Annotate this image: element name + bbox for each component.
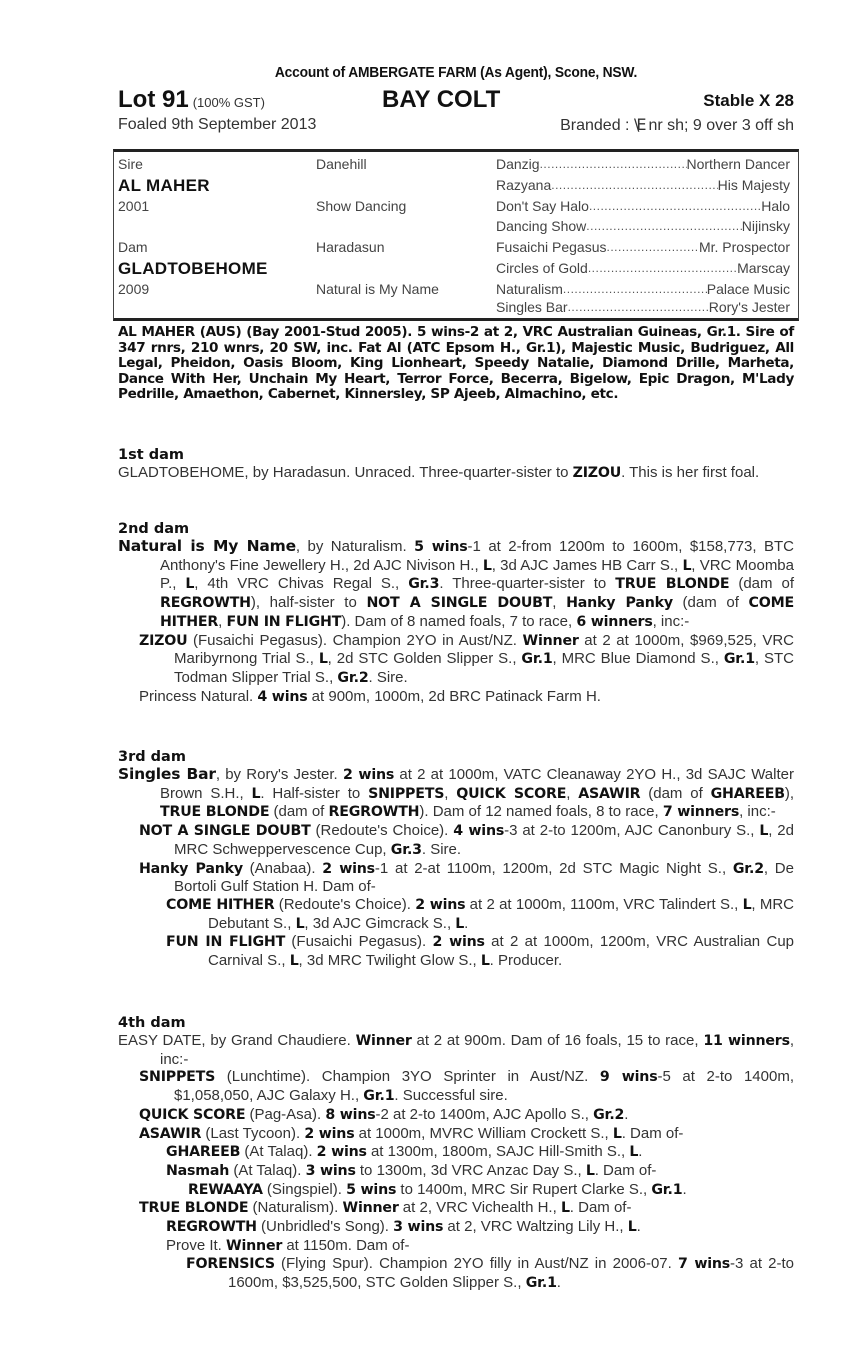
- fourth-dam-text: [118, 1032, 794, 1068]
- text: .: [556, 1274, 561, 1292]
- gen3-right: Mr. Prospector: [698, 239, 790, 255]
- listed-badge: L: [759, 823, 769, 840]
- text: , De Bortoli Gulf Station H. Dam of-: [174, 859, 794, 896]
- horse-name: COME HITHER: [160, 595, 794, 630]
- wins: 2 wins: [432, 934, 485, 951]
- catalogue-page: [118, 62, 795, 1292]
- horse-name: REGROWTH: [328, 804, 420, 821]
- text: (Flying Spur). Champion 2YO filly in Aust/NZ in 2006-07.: [274, 1255, 678, 1273]
- text: ,: [444, 784, 457, 802]
- horse-name: ASAWIR: [578, 785, 641, 802]
- horse-name: QUICK SCORE: [456, 785, 567, 802]
- text: at 2 at 1000m, VATC Cleanaway 2YO H., 3d SAJC Walter Brown S.H.,: [160, 766, 794, 802]
- wins: Winner: [522, 632, 579, 649]
- horse-name: FORENSICS: [186, 1256, 275, 1273]
- text: (Fusaichi Pegasus).: [285, 933, 433, 951]
- leader-dots: [540, 154, 687, 175]
- progeny-regrowth: [118, 1218, 794, 1237]
- horse-name: ZIZOU: [572, 465, 622, 481]
- group-badge: Gr.1: [651, 1181, 683, 1198]
- progeny-snippets: [118, 1068, 794, 1105]
- sire-label: Sire: [118, 156, 143, 172]
- lot-label: Lot 91: [118, 86, 189, 113]
- progeny-forensics: [118, 1255, 794, 1292]
- text: (Naturalism).: [248, 1199, 343, 1217]
- listed-badge: L: [482, 557, 492, 574]
- text: -5 at 2-to 1400m, $1,058,050, AJC Galaxy H.,: [174, 1068, 794, 1105]
- grandsire-paternal: Danehill: [316, 156, 367, 172]
- text: , VRC Moomba P.,: [160, 556, 794, 593]
- horse-name: SNIPPETS: [139, 1069, 216, 1086]
- text: ). Dam of 8 named foals, 7 to race,: [341, 612, 577, 630]
- granddam-maternal: Natural is My Name: [316, 281, 439, 297]
- dam-year: 2009: [118, 281, 150, 297]
- text: , inc:-: [160, 1032, 795, 1068]
- text: . Producer.: [489, 952, 563, 970]
- text: , by Rory's Jester.: [215, 766, 343, 783]
- leader-dots: [588, 258, 737, 279]
- horse-name: REWAAYA: [188, 1181, 263, 1198]
- text: . Successful sire.: [394, 1087, 508, 1105]
- listed-badge: L: [682, 557, 692, 574]
- gen3-left: Singles Bar: [496, 299, 568, 315]
- wins: 11 winners: [703, 1033, 790, 1049]
- text: at 2 at 900m. Dam of 16 foals, 15 to race,: [411, 1032, 704, 1049]
- text: . Dam of-: [594, 1161, 657, 1179]
- text: .: [624, 1105, 629, 1123]
- text: Prove It.: [166, 1236, 227, 1254]
- listed-badge: L: [742, 896, 752, 913]
- text: (Lunchtime). Champion 3YO Sprinter in Aust/NZ.: [215, 1068, 600, 1086]
- text: -3 at 2-to 1200m, AJC Canonbury S.,: [504, 822, 760, 840]
- text: . Dam of-: [569, 1199, 632, 1217]
- gen3-right: His Majesty: [717, 177, 790, 193]
- granddam-paternal: Show Dancing: [316, 198, 407, 214]
- text: to 1300m, 3d VRC Anzac Day S.,: [355, 1161, 586, 1179]
- text: at 2 at 1000m, $969,525, VRC Maribyrnong Trial S.,: [174, 631, 794, 668]
- listed-badge: L: [289, 953, 299, 970]
- horse-name: NOT A SINGLE DOUBT: [139, 823, 311, 840]
- pedigree-gen3-row: [496, 175, 790, 196]
- text: (dam of: [672, 594, 749, 612]
- text: . This is her first foal.: [621, 464, 760, 481]
- progeny-prove-it: [118, 1237, 794, 1256]
- text: .: [638, 1143, 643, 1161]
- branded-label: Branded :: [560, 117, 630, 134]
- dam-label: Dam: [118, 239, 148, 255]
- group-badge: Gr.1: [521, 651, 553, 668]
- pedigree-gen3-row: [496, 154, 790, 175]
- text: (Anabaa).: [242, 859, 323, 877]
- group-badge: Gr.1: [363, 1088, 395, 1105]
- horse-name: QUICK SCORE: [139, 1106, 246, 1123]
- listed-badge: L: [455, 915, 465, 932]
- text: (Fusaichi Pegasus). Champion 2YO in Aust/NZ.: [187, 631, 523, 649]
- horse-name: TRUE BLONDE: [615, 576, 730, 593]
- horse-name: SNIPPETS: [368, 785, 445, 802]
- text: (Pag-Asa).: [245, 1105, 326, 1123]
- pedigree-gen3-row: [496, 297, 790, 318]
- horse-name: FUN IN FLIGHT: [166, 934, 286, 951]
- leader-dots: [568, 297, 709, 318]
- gen3-left: Don't Say Halo: [496, 198, 589, 214]
- branded-detail: nr sh; 9 over 3 off sh: [648, 117, 794, 134]
- third-dam-section: [118, 748, 794, 971]
- wins: 7 wins: [677, 1256, 731, 1273]
- text: ), half-sister to: [250, 594, 367, 612]
- wins: 3 wins: [393, 1219, 444, 1236]
- leader-dots: [551, 175, 717, 196]
- text: ,: [552, 594, 567, 612]
- horse-name: Natural is My Name: [118, 537, 296, 555]
- progeny-true-blonde: [118, 1199, 794, 1218]
- text: at 1150m. Dam of-: [282, 1236, 410, 1254]
- text: , 3d MRC Twilight Glow S.,: [298, 952, 481, 970]
- third-dam-heading: 3rd dam: [118, 749, 186, 765]
- leader-dots: [586, 216, 741, 237]
- text: to 1400m, MRC Sir Rupert Clarke S.,: [396, 1180, 652, 1198]
- text: , 2d STC Golden Slipper S.,: [327, 650, 522, 668]
- horse-description: BAY COLT: [382, 86, 501, 113]
- text: at 2, VRC Vichealth H.,: [398, 1199, 561, 1217]
- text: (dam of: [640, 784, 711, 802]
- text: ,: [566, 784, 579, 802]
- pedigree-gen3-row: [496, 216, 790, 237]
- text: , MRC Debutant S.,: [208, 895, 794, 932]
- gst-note: (100% GST): [192, 95, 265, 110]
- group-badge: Gr.3: [390, 841, 422, 858]
- horse-name: Singles Bar: [118, 765, 216, 783]
- text: , inc:-: [739, 803, 776, 821]
- wins: Winner: [342, 1200, 399, 1217]
- text: . Half-sister to: [260, 784, 369, 802]
- progeny-fun-in-flight: [118, 933, 794, 970]
- group-badge: Gr.1: [525, 1275, 557, 1292]
- progeny-ghareeb: [118, 1143, 794, 1162]
- text: at 2, VRC Waltzing Lily H.,: [443, 1218, 628, 1236]
- gen3-left: Fusaichi Pegasus: [496, 239, 607, 255]
- lot-number: [118, 86, 265, 117]
- text: (At Talaq).: [229, 1161, 306, 1179]
- group-badge: Gr.2: [732, 860, 764, 877]
- foaled-date: Foaled 9th September 2013: [118, 116, 317, 133]
- text: (Unbridled's Song).: [256, 1218, 394, 1236]
- horse-name: GHAREEB: [166, 1144, 241, 1161]
- wins: 2 wins: [322, 860, 375, 877]
- leader-dots: [589, 196, 761, 217]
- gen3-right: Palace Music: [706, 281, 790, 297]
- text: (Last Tycoon).: [201, 1124, 305, 1142]
- horse-name: ASAWIR: [139, 1125, 202, 1142]
- text: , 3d AJC Gimcrack S.,: [304, 914, 456, 932]
- gen3-right: Marscay: [737, 260, 790, 276]
- text: , by Naturalism.: [295, 538, 415, 555]
- text: Princess Natural.: [139, 687, 258, 705]
- text: (Singspiel).: [262, 1180, 347, 1198]
- text: , 2d MRC Schweppervescence Cup,: [174, 822, 794, 858]
- lot-header: [118, 86, 794, 114]
- fourth-dam-heading: 4th dam: [118, 1015, 186, 1031]
- second-dam-text: [118, 538, 794, 632]
- text: . Dam of-: [621, 1124, 684, 1142]
- listed-badge: L: [480, 953, 490, 970]
- progeny-come-hither: [118, 896, 794, 933]
- sire-year: 2001: [118, 198, 150, 214]
- wins: 2 wins: [304, 1125, 355, 1142]
- first-dam-section: [118, 446, 794, 483]
- dam-name: GLADTOBEHOME: [118, 259, 268, 278]
- gen3-left: Circles of Gold: [496, 260, 588, 276]
- wins: 4 wins: [257, 688, 308, 705]
- text: , 3d AJC James HB Carr S.,: [491, 556, 683, 574]
- wins: Winner: [226, 1237, 283, 1254]
- brand-mark-icon: \E: [633, 115, 644, 134]
- wins: Winner: [355, 1033, 412, 1049]
- second-dam-section: [118, 520, 794, 706]
- gen3-left: Danzig: [496, 156, 540, 172]
- text: . Sire.: [368, 668, 408, 686]
- text: at 2 at 1000m, 1100m, VRC Talindert S.,: [465, 895, 743, 913]
- text: . Sire.: [421, 840, 462, 858]
- fourth-dam-section: [118, 1014, 794, 1293]
- wins: 5 wins: [346, 1181, 397, 1198]
- wins: 2 wins: [415, 896, 466, 913]
- wins: 2 wins: [316, 1144, 367, 1161]
- progeny-nasmah: [118, 1162, 794, 1181]
- listed-badge: L: [627, 1219, 637, 1236]
- text: (dam of: [729, 575, 794, 593]
- text: -2 at 2-to 1400m, AJC Apollo S.,: [375, 1105, 594, 1123]
- horse-name: FUN IN FLIGHT: [226, 613, 342, 630]
- text: -1 at 2-at 1100m, 1200m, 2d STC Magic Night S.,: [374, 859, 733, 877]
- gen3-left: Razyana: [496, 177, 552, 193]
- wins: 2 wins: [342, 767, 395, 783]
- text: , inc:-: [652, 612, 690, 630]
- group-badge: Gr.2: [337, 669, 369, 686]
- progeny-not-a-single-doubt: [118, 822, 794, 859]
- group-badge: Gr.3: [408, 576, 440, 593]
- text: -3 at 2-to 1600m, $3,525,500, STC Golden Slipper S.,: [228, 1255, 794, 1292]
- text: ). Dam of 12 named foals, 8 to race,: [419, 803, 663, 821]
- wins: 4 wins: [453, 823, 505, 840]
- wins: 3 wins: [305, 1162, 356, 1179]
- listed-badge: L: [295, 915, 305, 932]
- pedigree-gen3-row: [496, 196, 790, 217]
- text: ),: [784, 784, 794, 802]
- horse-name: Hanky Panky: [139, 860, 243, 877]
- gen3-right: Nijinsky: [741, 218, 790, 234]
- listed-badge: L: [585, 1162, 595, 1179]
- listed-badge: L: [629, 1144, 639, 1161]
- horse-name: NOT A SINGLE DOUBT: [366, 595, 553, 612]
- horse-name: GHAREEB: [710, 785, 785, 802]
- text: (Redoute's Choice).: [310, 822, 454, 840]
- progeny-asawir: [118, 1125, 794, 1144]
- gen3-right: Northern Dancer: [686, 156, 790, 172]
- wins: 5 wins: [414, 539, 468, 555]
- progeny-rewaaya: [118, 1181, 794, 1200]
- progeny-zizou: [118, 632, 794, 688]
- stable-number: Stable X 28: [703, 91, 794, 110]
- grandsire-maternal: Haradasun: [316, 239, 385, 255]
- branded-info: [560, 114, 794, 137]
- first-dam-heading: 1st dam: [118, 447, 184, 463]
- text: at 1000m, MVRC William Crockett S.,: [354, 1124, 613, 1142]
- horse-name: REGROWTH: [166, 1219, 257, 1236]
- first-dam-text: [118, 464, 794, 483]
- foal-info: [118, 114, 794, 136]
- horse-name: REGROWTH: [160, 595, 251, 612]
- horse-name: Nasmah: [166, 1162, 230, 1179]
- listed-badge: L: [185, 576, 195, 593]
- sire-name: AL MAHER: [118, 176, 210, 195]
- text: ,: [218, 612, 227, 630]
- pedigree-gen3-row: [496, 237, 790, 258]
- wins: 6 winners: [576, 613, 653, 630]
- text: . Three-quarter-sister to: [439, 575, 616, 593]
- group-badge: Gr.1: [723, 651, 755, 668]
- text: (dam of: [269, 803, 329, 821]
- group-badge: Gr.2: [593, 1106, 625, 1123]
- progeny-hanky-panky: [118, 860, 794, 896]
- wins: 7 winners: [662, 804, 740, 821]
- text: at 1300m, 1800m, SAJC Hill-Smith S.,: [366, 1143, 630, 1161]
- vendor-account: Account of AMBERGATE FARM (As Agent), Scone, NSW.: [274, 64, 638, 81]
- gen3-left: Dancing Show: [496, 218, 587, 234]
- listed-badge: L: [251, 785, 261, 802]
- text: (Redoute's Choice).: [274, 895, 416, 913]
- horse-name: TRUE BLONDE: [139, 1200, 249, 1217]
- progeny-princess-natural: [118, 688, 794, 707]
- text: (At Talaq).: [240, 1143, 317, 1161]
- gen3-right: Halo: [761, 198, 790, 214]
- text: .: [636, 1218, 641, 1236]
- gen3-right: Rory's Jester: [708, 299, 790, 315]
- horse-name: COME HITHER: [166, 896, 275, 913]
- text: at 900m, 1000m, 2d BRC Patinack Farm H.: [307, 687, 601, 705]
- text: at 2 at 1000m, 1200m, VRC Australian Cup Carnival S.,: [208, 933, 794, 970]
- text: , MRC Blue Diamond S.,: [552, 650, 724, 668]
- wins: 8 wins: [325, 1106, 376, 1123]
- text: -1 at 2-from 1200m to 1600m, $158,773, BTC Anthony's Fine Jewellery H., 2d AJC Nivison H.,: [160, 538, 794, 574]
- text: EASY DATE, by Grand Chaudiere.: [118, 1032, 356, 1049]
- horse-name: TRUE BLONDE: [160, 804, 270, 821]
- listed-badge: L: [612, 1125, 622, 1142]
- text: .: [682, 1180, 687, 1198]
- progeny-quick-score: [118, 1106, 794, 1125]
- horse-name: ZIZOU: [139, 632, 188, 649]
- text: , STC Todman Slipper Trial S.,: [174, 650, 795, 686]
- pedigree-table: [113, 149, 799, 321]
- gen3-left: Naturalism: [496, 281, 563, 297]
- text: , 4th VRC Chivas Regal S.,: [194, 575, 409, 593]
- text: GLADTOBEHOME, by Haradasun. Unraced. Three-quarter-sister to: [118, 464, 573, 481]
- wins: 9 wins: [599, 1069, 658, 1086]
- third-dam-text: [118, 766, 794, 822]
- listed-badge: L: [560, 1200, 570, 1217]
- horse-name: Hanky Panky: [566, 595, 673, 612]
- pedigree-gen3-row: [496, 258, 790, 279]
- sire-summary: AL MAHER (AUS) (Bay 2001-Stud 2005). 5 wins-2 at 2, VRC Australian Guineas, Gr.1. Sire of 347 rnrs, 210 wnrs, 20 SW, inc. Fat Al (ATC Epsom H., Gr.1), Majestic Music, Budriguez, All Legal, Pheidon, Oasis Bloom, King Lionheart, Speedy Natalie, Diamond Drille, Marheta, Dance With Her, Unchain My Heart, Terror Force, Becerra, Bigelow, Epic Dragon, M'Lady Pedrille, Amaethon, Cabernet, Kinnersley, SP Ajeeb, Almachino, etc.: [118, 324, 794, 402]
- listed-badge: L: [318, 651, 328, 668]
- text: .: [464, 914, 469, 932]
- leader-dots: [607, 237, 699, 258]
- second-dam-heading: 2nd dam: [118, 521, 190, 537]
